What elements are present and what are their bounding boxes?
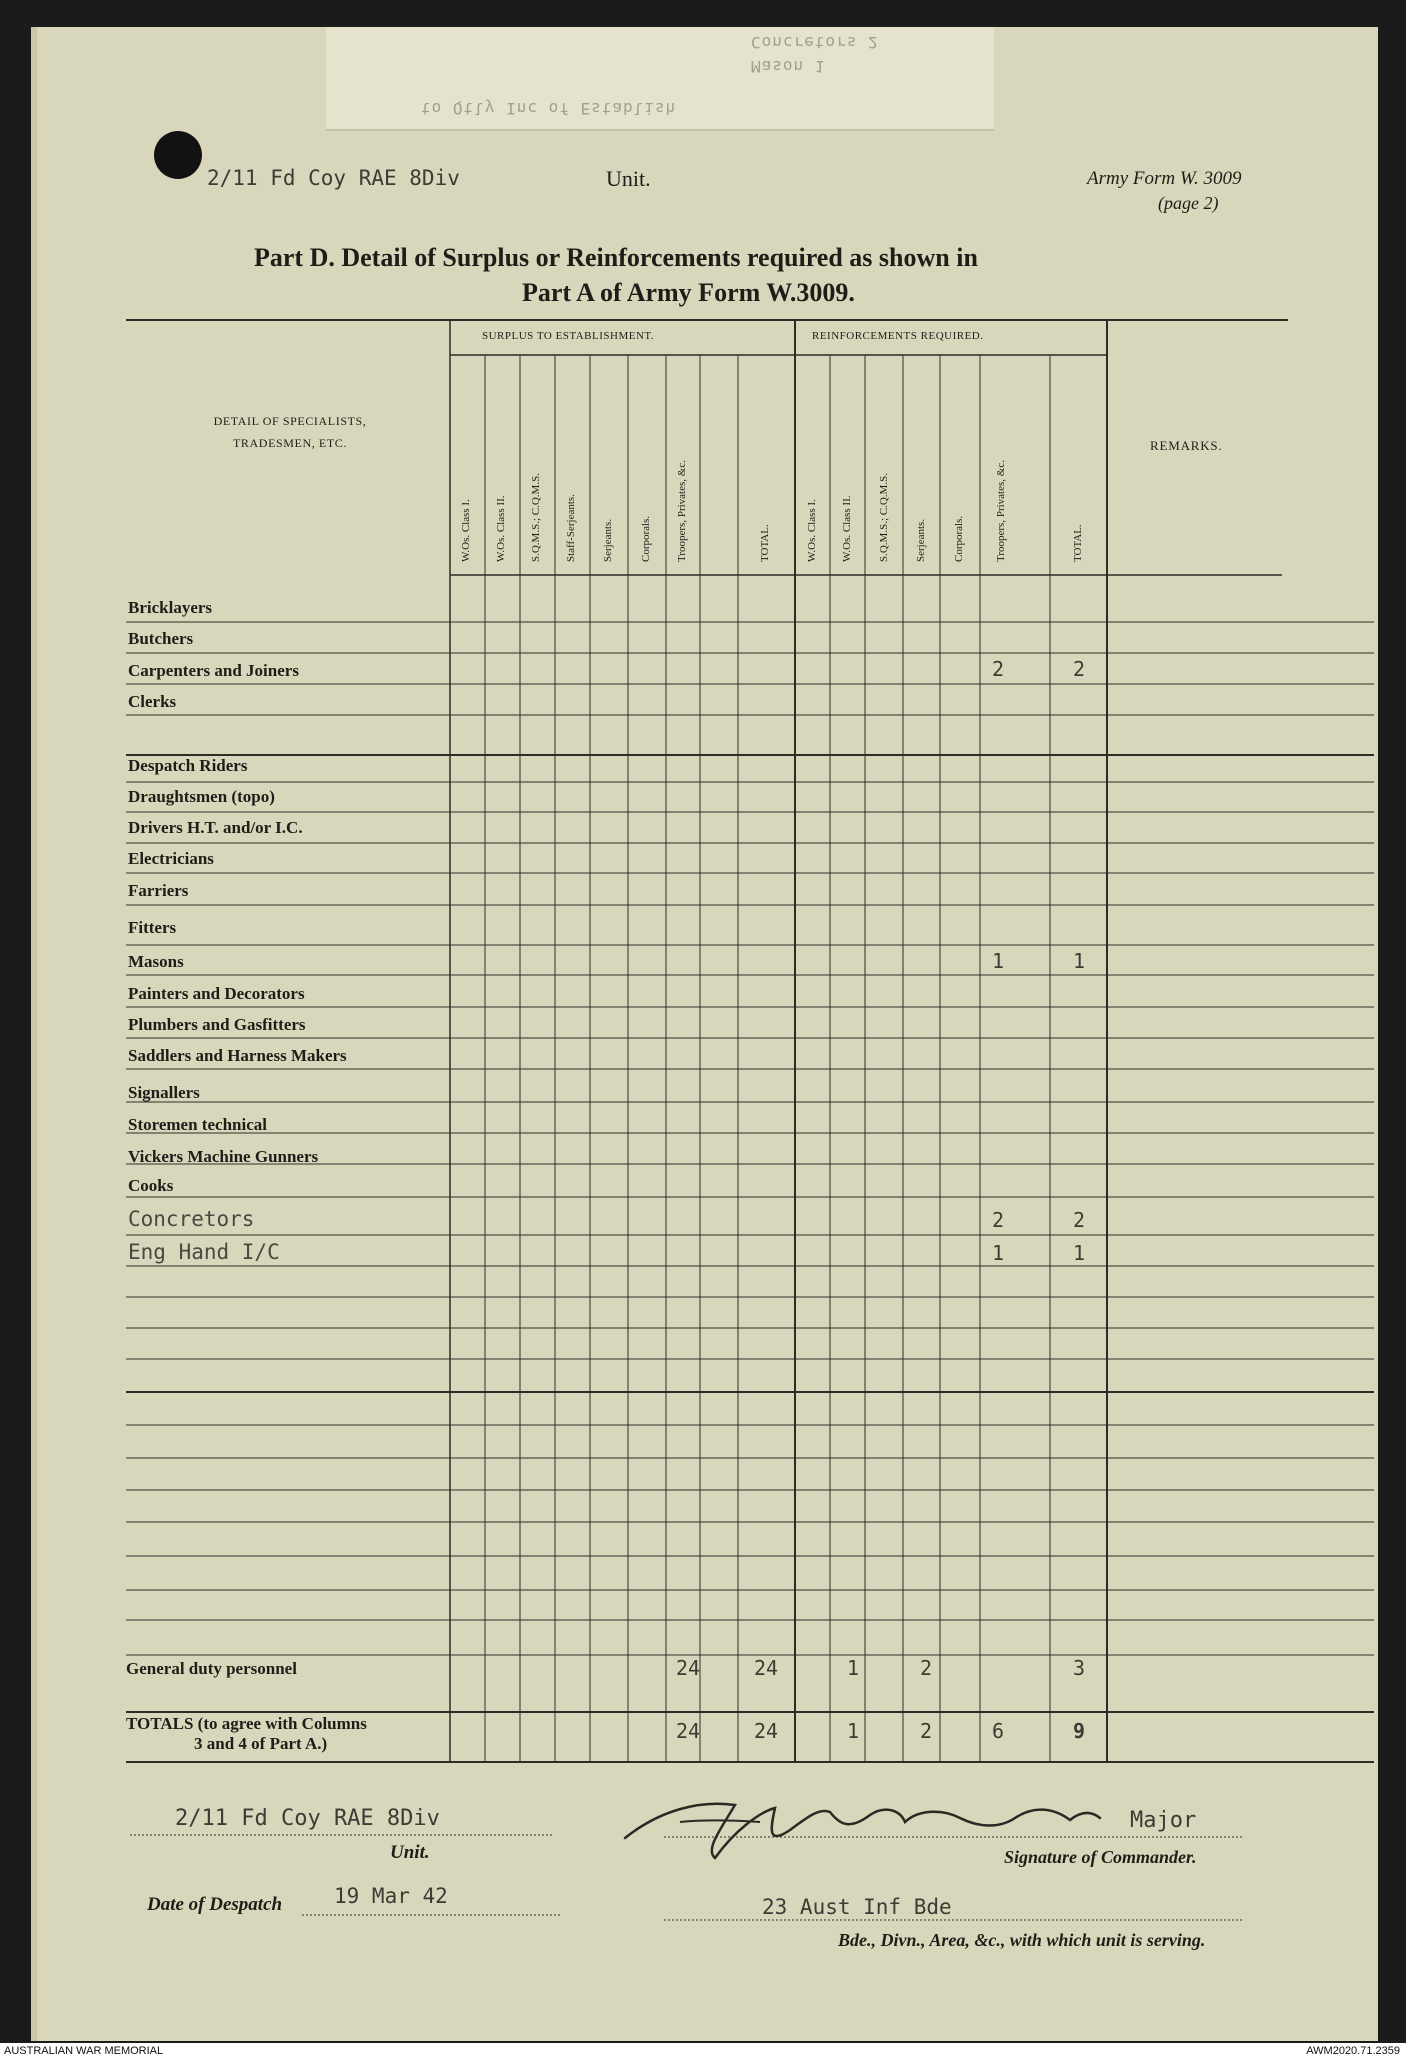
- cell-totals-reinf-serjeants: 2: [919, 1719, 933, 1743]
- totals-label: [126, 1714, 367, 1754]
- col-reinf-total: TOTAL.: [1072, 524, 1084, 562]
- row-label-concretors: Concretors: [128, 1207, 255, 1231]
- row-label-carpenters: Carpenters and Joiners: [128, 661, 299, 680]
- row-label-saddlers: Saddlers and Harness Makers: [128, 1046, 347, 1065]
- row-label-electricians: Electricians: [128, 849, 214, 868]
- page-title-line-2: Part A of Army Form W.3009.: [522, 278, 855, 307]
- row-label-drivers: Drivers H.T. and/or I.C.: [128, 818, 303, 837]
- cell-gd-surplus-total: 24: [753, 1656, 779, 1680]
- reinforcements-header: REINFORCEMENTS REQUIRED.: [812, 330, 984, 342]
- slip-text-line-3: to Qtly Inc of Establish: [421, 99, 677, 118]
- cell-enghand-total: 1: [1072, 1241, 1086, 1265]
- signature-label: Signature of Commander.: [1004, 1847, 1197, 1867]
- cell-totals-reinf-troopers: 6: [991, 1719, 1005, 1743]
- unit-value: 2/11 Fd Coy RAE 8Div: [207, 166, 460, 190]
- cell-enghand-troopers: 1: [991, 1241, 1005, 1265]
- cell-totals-surplus-total: 24: [753, 1719, 779, 1743]
- cell-totals-reinf-total: 9: [1072, 1719, 1086, 1743]
- col-surplus-troopers: Troopers, Privates, &c.: [676, 460, 688, 562]
- row-label-clerks: Clerks: [128, 692, 177, 711]
- page-title: Part D. Detail of Surplus or Reinforcements required as shown in: [254, 243, 978, 272]
- archive-credit: AUSTRALIAN WAR MEMORIAL: [4, 2045, 164, 2057]
- commander-rank: Major: [1130, 1808, 1197, 1833]
- detail-header-line-2: TRADESMEN, ETC.: [233, 436, 347, 450]
- brigade-value: 23 Aust Inf Bde: [762, 1895, 952, 1919]
- row-label-general-duty: General duty personnel: [126, 1659, 297, 1678]
- totals-label-line-2: 3 and 4 of Part A.): [194, 1734, 328, 1753]
- col-reinf-corporals: Corporals.: [953, 515, 965, 562]
- cell-gd-reinf-total: 3: [1072, 1656, 1086, 1680]
- footer-unit-value: 2/11 Fd Coy RAE 8Div: [175, 1806, 440, 1831]
- totals-label-line-1: TOTALS (to agree with Columns: [126, 1714, 367, 1733]
- cell-concretors-total: 2: [1072, 1208, 1086, 1232]
- row-label-masons: Masons: [128, 952, 184, 971]
- col-surplus-staff-serjeants: Staff-Serjeants.: [565, 494, 577, 562]
- col-surplus-corporals: Corporals.: [640, 515, 652, 562]
- unit-label: Unit.: [606, 166, 651, 191]
- cell-totals-reinf-wo2: 1: [846, 1719, 860, 1743]
- col-surplus-sqms: S.Q.M.S.; C.Q.M.S.: [530, 473, 542, 562]
- slip-text-line-1: Concretors 2: [751, 33, 879, 52]
- col-reinf-wo2: W.Os. Class II.: [841, 495, 853, 562]
- archive-accession-number: AWM2020.71.2359: [1306, 2045, 1400, 2057]
- date-of-despatch-label: Date of Despatch: [147, 1894, 283, 1915]
- row-label-butchers: Butchers: [128, 629, 194, 648]
- form-number: Army Form W. 3009: [1087, 168, 1242, 189]
- detail-header: [150, 410, 430, 454]
- detail-header-line-1: DETAIL OF SPECIALISTS,: [213, 414, 367, 428]
- cell-masons-total: 1: [1072, 949, 1086, 973]
- row-label-painters: Painters and Decorators: [128, 984, 305, 1003]
- row-label-eng-hand: Eng Hand I/C: [128, 1240, 280, 1264]
- form-page: (page 2): [1158, 193, 1219, 213]
- col-reinf-sqms: S.Q.M.S.; C.Q.M.S.: [878, 473, 890, 562]
- col-surplus-serjeants: Serjeants.: [602, 518, 614, 562]
- row-label-despatch-riders: Despatch Riders: [128, 756, 248, 775]
- date-of-despatch-value: 19 Mar 42: [334, 1884, 448, 1908]
- col-reinf-troopers: Troopers, Privates, &c.: [995, 460, 1007, 562]
- row-label-farriers: Farriers: [128, 881, 189, 900]
- row-label-cooks: Cooks: [128, 1176, 174, 1195]
- cell-carpenters-troopers: 2: [991, 657, 1005, 681]
- cell-masons-troopers: 1: [991, 949, 1005, 973]
- row-label-signallers: Signallers: [128, 1083, 200, 1102]
- row-label-bricklayers: Bricklayers: [128, 598, 213, 617]
- cell-gd-reinf-wo2: 1: [846, 1656, 860, 1680]
- col-surplus-total: TOTAL.: [759, 524, 771, 562]
- col-reinf-serjeants: Serjeants.: [915, 518, 927, 562]
- row-label-draughtsmen: Draughtsmen (topo): [128, 787, 275, 806]
- col-surplus-wo1: W.Os. Class I.: [460, 499, 472, 562]
- brigade-label: Bde., Divn., Area, &c., with which unit is serving.: [838, 1930, 1206, 1950]
- col-surplus-wo2: W.Os. Class II.: [495, 495, 507, 562]
- footer-unit-label: Unit.: [390, 1842, 430, 1863]
- cell-carpenters-total: 2: [1072, 657, 1086, 681]
- col-reinf-wo1: W.Os. Class I.: [806, 499, 818, 562]
- row-label-vickers-gunners: Vickers Machine Gunners: [128, 1147, 319, 1166]
- remarks-header: REMARKS.: [1150, 438, 1223, 453]
- cell-gd-surplus-troopers: 24: [675, 1656, 701, 1680]
- cell-gd-reinf-serjeants: 2: [919, 1656, 933, 1680]
- row-label-plumbers: Plumbers and Gasfitters: [128, 1015, 306, 1034]
- row-label-fitters: Fitters: [128, 918, 177, 937]
- cell-concretors-troopers: 2: [991, 1208, 1005, 1232]
- surplus-header: SURPLUS TO ESTABLISHMENT.: [482, 330, 655, 342]
- row-label-storemen: Storemen technical: [128, 1115, 267, 1134]
- cell-totals-surplus-troopers: 24: [675, 1719, 701, 1743]
- slip-text-line-2: Mason 1: [751, 57, 826, 76]
